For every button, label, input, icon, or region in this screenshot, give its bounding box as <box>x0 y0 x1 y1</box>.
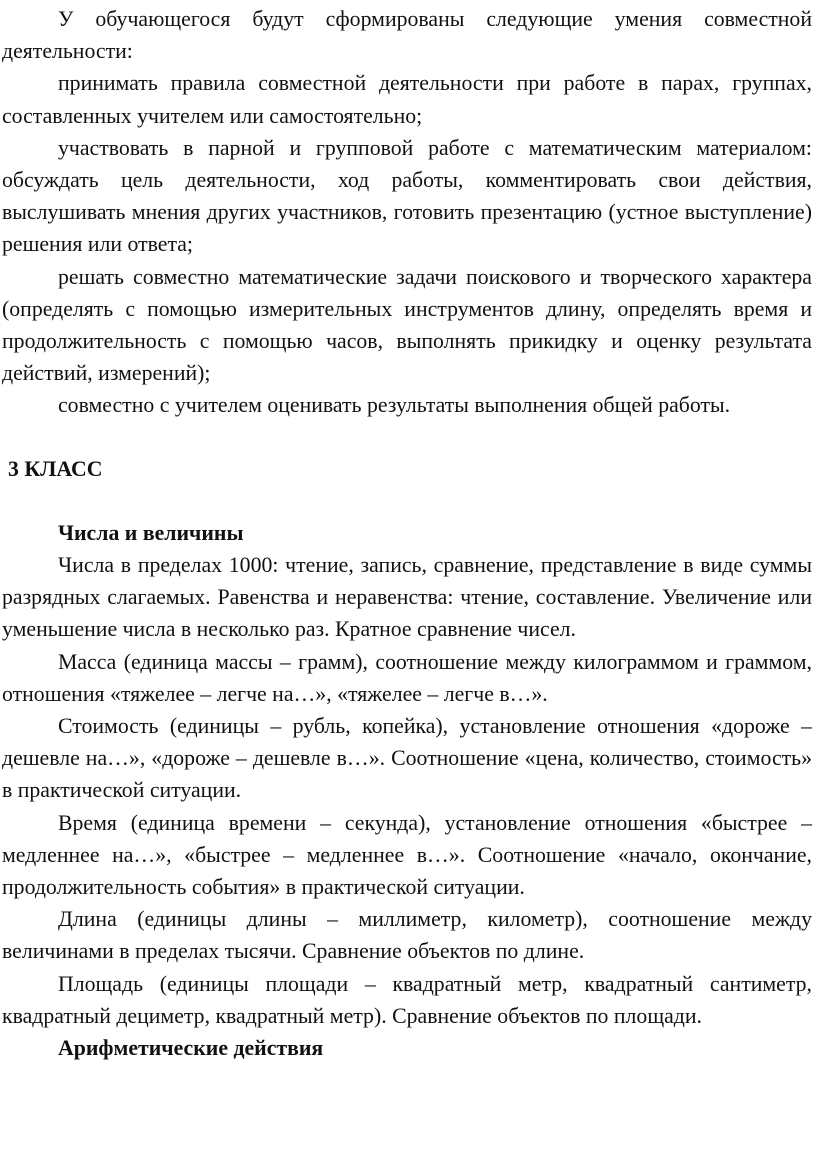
intro-paragraph: принимать правила совместной деятельности при работе в парах, группах, составленных учителем или самостоятельно; <box>2 71 812 128</box>
section-title-arithmetic: Арифметические действия <box>58 1036 324 1061</box>
section-paragraph: Стоимость (единицы – рубль, копейка), установление отношения «дороже – дешевле на…», «дороже – дешевле в…». Соотношение «цена, количество, стоимость» в практической ситуации. <box>2 714 812 803</box>
section-paragraph: Длина (единицы длины – миллиметр, километр), соотношение между величинами в пределах тысячи. Сравнение объектов по длине. <box>2 907 812 964</box>
section-paragraph: Площадь (единицы площади – квадратный метр, квадратный сантиметр, квадратный дециметр, квадратный метр). Сравнение объектов по площади. <box>2 971 812 1028</box>
section-paragraph: Числа в пределах 1000: чтение, запись, сравнение, представление в виде суммы разрядных слагаемых. Равенства и неравенства: чтение, составление. Увеличение или уменьшение числа в несколько раз. Кратное сравнение чисел. <box>2 553 812 642</box>
section-title-numbers: Числа и величины <box>58 520 244 545</box>
intro-paragraph: участвовать в парной и групповой работе с математическим материалом: обсуждать цель деятельности, ход работы, комментировать свои действия, выслушивать мнения других участников, готовить презентацию (устное выступление) решения или ответа; <box>2 135 812 257</box>
class-heading: 3 КЛАСС <box>8 456 103 481</box>
intro-paragraph: совместно с учителем оценивать результаты выполнения общей работы. <box>58 393 731 418</box>
intro-paragraph: У обучающегося будут сформированы следующие умения совместной деятельности: <box>2 7 812 64</box>
section-paragraph: Время (единица времени – секунда), установление отношения «быстрее – медленнее на…», «быстрее – медленнее в…». Соотношение «начало, окончание, продолжительность события» в практической ситуации. <box>2 810 812 900</box>
section-paragraph: Масса (единица массы – грамм), соотношение между килограммом и граммом, отношения «тяжелее – легче на…», «тяжелее – легче в…». <box>2 649 812 706</box>
intro-paragraph: решать совместно математические задачи поискового и творческого характера (определять с помощью измерительных инструментов длину, определять время и продолжительность с помощью часов, выполнять прикидку и оценку результата действий, измерений); <box>2 264 812 386</box>
